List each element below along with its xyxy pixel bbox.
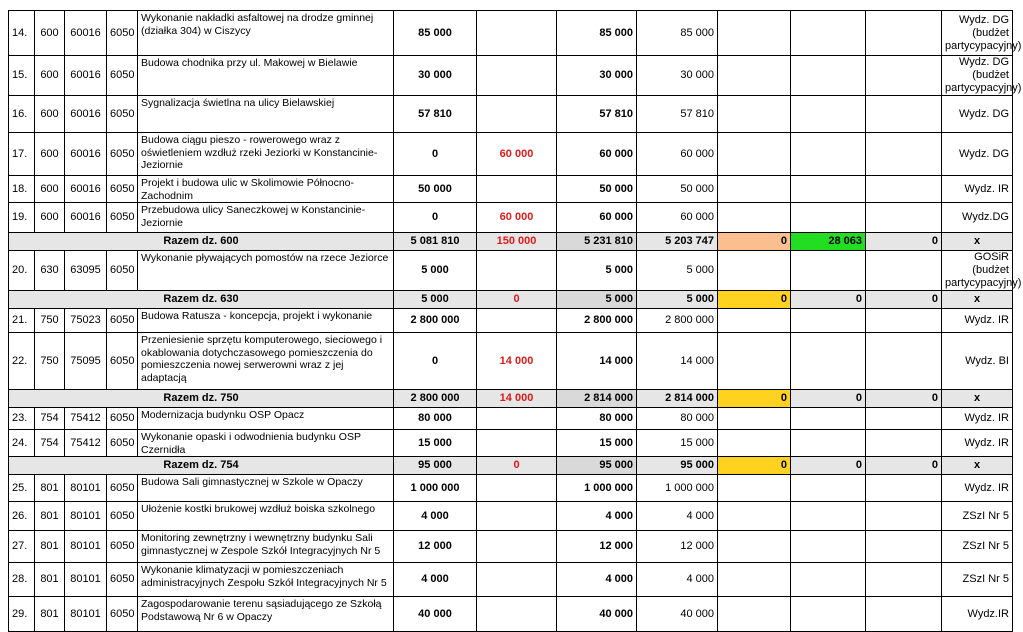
section-cell: 754 [35, 408, 65, 430]
funds-amount-cell: 80 000 [637, 408, 718, 430]
row-number-cell: 20. [9, 251, 35, 291]
paragraph-cell: 6050 [107, 502, 138, 531]
row-number-cell: 16. [9, 96, 35, 133]
column-f-cell [791, 176, 866, 203]
chapter-cell: 60016 [65, 176, 107, 203]
section-cell: 750 [35, 309, 65, 333]
column-f-cell [791, 96, 866, 133]
column-e-cell [718, 408, 791, 430]
section-cell: 600 [35, 203, 65, 233]
section-cell: 600 [35, 11, 65, 56]
total-column-e-cell: 0 [718, 457, 791, 475]
table-row [9, 56, 1013, 96]
task-description-cell: Sygnalizacja świetlna na ulicy Bielawskiej [138, 96, 394, 133]
change-amount-cell: 60 000 [477, 203, 557, 233]
responsible-unit-cell: Wydz. BI [942, 333, 1013, 390]
responsible-unit-cell: Wydz.IR [942, 597, 1013, 632]
total-column-g-cell: 0 [866, 233, 942, 251]
total-after-change-cell: 5 000 [557, 291, 637, 309]
funds-amount-cell: 5 000 [637, 251, 718, 291]
total-column-g-cell: 0 [866, 457, 942, 475]
after-change-amount-cell: 57 810 [557, 96, 637, 133]
total-unit-cell: x [942, 233, 1013, 251]
plan-amount-cell: 30 000 [394, 56, 477, 96]
column-e-cell [718, 430, 791, 457]
responsible-unit-cell: Wydz. DG (budżet partycypacyjny) [942, 11, 1013, 56]
paragraph-cell: 6050 [107, 475, 138, 502]
change-amount-cell: 60 000 [477, 133, 557, 176]
task-description-cell: Przebudowa ulicy Saneczkowej w Konstancinie-Jeziornie [138, 203, 394, 233]
after-change-amount-cell: 2 800 000 [557, 309, 637, 333]
total-change-amount-cell: 0 [477, 291, 557, 309]
section-total-label: Razem dz. 754 [9, 457, 394, 475]
column-g-cell [866, 333, 942, 390]
chapter-cell: 75095 [65, 333, 107, 390]
responsible-unit-cell: Wydz. IR [942, 430, 1013, 457]
total-plan-amount-cell: 2 800 000 [394, 390, 477, 408]
row-number-cell: 23. [9, 408, 35, 430]
column-g-cell [866, 309, 942, 333]
funds-amount-cell: 2 800 000 [637, 309, 718, 333]
column-f-cell [791, 133, 866, 176]
total-column-f-cell: 0 [791, 291, 866, 309]
paragraph-cell: 6050 [107, 11, 138, 56]
change-amount-cell [477, 597, 557, 632]
table-row [9, 203, 1013, 233]
column-g-cell [866, 11, 942, 56]
column-g-cell [866, 408, 942, 430]
paragraph-cell: 6050 [107, 251, 138, 291]
row-number-cell: 28. [9, 563, 35, 597]
column-g-cell [866, 502, 942, 531]
task-description-cell: Wykonanie nakładki asfaltowej na drodze gminnej (działka 304) w Ciszycy [138, 11, 394, 56]
plan-amount-cell: 12 000 [394, 531, 477, 563]
responsible-unit-cell: Wydz. IR [942, 475, 1013, 502]
row-number-cell: 19. [9, 203, 35, 233]
total-after-change-cell: 5 231 810 [557, 233, 637, 251]
task-description-cell: Budowa Ratusza - koncepcja, projekt i wykonanie [138, 309, 394, 333]
column-e-cell [718, 563, 791, 597]
after-change-amount-cell: 1 000 000 [557, 475, 637, 502]
section-cell: 801 [35, 475, 65, 502]
task-description-cell: Budowa chodnika przy ul. Makowej w Bielawie [138, 56, 394, 96]
change-amount-cell [477, 11, 557, 56]
section-cell: 600 [35, 133, 65, 176]
funds-amount-cell: 12 000 [637, 531, 718, 563]
total-unit-cell: x [942, 291, 1013, 309]
total-unit-cell: x [942, 390, 1013, 408]
section-cell: 600 [35, 56, 65, 96]
column-e-cell [718, 475, 791, 502]
column-e-cell [718, 333, 791, 390]
table-body [9, 11, 1022, 632]
paragraph-cell: 6050 [107, 430, 138, 457]
after-change-amount-cell: 15 000 [557, 430, 637, 457]
column-g-cell [866, 475, 942, 502]
total-column-f-cell: 0 [791, 457, 866, 475]
section-total-row [9, 457, 1013, 475]
responsible-unit-cell: Wydz. IR [942, 408, 1013, 430]
column-e-cell [718, 56, 791, 96]
funds-amount-cell: 57 810 [637, 96, 718, 133]
paragraph-cell: 6050 [107, 176, 138, 203]
funds-amount-cell: 50 000 [637, 176, 718, 203]
row-number-cell: 18. [9, 176, 35, 203]
column-e-cell [718, 502, 791, 531]
task-description-cell: Modernizacja budynku OSP Opacz [138, 408, 394, 430]
after-change-amount-cell: 30 000 [557, 56, 637, 96]
paragraph-cell: 6050 [107, 333, 138, 390]
section-total-row [9, 390, 1013, 408]
change-amount-cell [477, 430, 557, 457]
section-total-label: Razem dz. 600 [9, 233, 394, 251]
funds-amount-cell: 14 000 [637, 333, 718, 390]
column-f-cell [791, 597, 866, 632]
column-e-cell [718, 11, 791, 56]
plan-amount-cell: 40 000 [394, 597, 477, 632]
plan-amount-cell: 0 [394, 333, 477, 390]
plan-amount-cell: 0 [394, 133, 477, 176]
responsible-unit-cell: ZSzI Nr 5 [942, 502, 1013, 531]
funds-amount-cell: 4 000 [637, 502, 718, 531]
task-description-cell: Wykonanie opaski i odwodnienia budynku OSP Czernidła [138, 430, 394, 457]
after-change-amount-cell: 4 000 [557, 502, 637, 531]
column-e-cell [718, 203, 791, 233]
change-amount-cell [477, 475, 557, 502]
plan-amount-cell: 4 000 [394, 563, 477, 597]
change-amount-cell [477, 408, 557, 430]
column-f-cell [791, 56, 866, 96]
column-e-cell [718, 251, 791, 291]
row-number-cell: 26. [9, 502, 35, 531]
after-change-amount-cell: 60 000 [557, 133, 637, 176]
column-g-cell [866, 176, 942, 203]
after-change-amount-cell: 4 000 [557, 563, 637, 597]
column-g-cell [866, 531, 942, 563]
funds-amount-cell: 4 000 [637, 563, 718, 597]
chapter-cell: 60016 [65, 133, 107, 176]
total-after-change-cell: 95 000 [557, 457, 637, 475]
change-amount-cell [477, 251, 557, 291]
paragraph-cell: 6050 [107, 309, 138, 333]
table-row [9, 430, 1013, 457]
total-funds-cell: 5 000 [637, 291, 718, 309]
total-funds-cell: 95 000 [637, 457, 718, 475]
total-plan-amount-cell: 5 081 810 [394, 233, 477, 251]
column-f-cell [791, 430, 866, 457]
plan-amount-cell: 4 000 [394, 502, 477, 531]
responsible-unit-cell: Wydz. IR [942, 309, 1013, 333]
table-row [9, 531, 1013, 563]
row-number-cell: 17. [9, 133, 35, 176]
task-description-cell: Wykonanie klimatyzacji w pomieszczeniach administracyjnych Zespołu Szkół Integracyjnych Nr 5 [138, 563, 394, 597]
investment-table [8, 10, 1022, 632]
section-cell: 801 [35, 563, 65, 597]
column-e-cell [718, 309, 791, 333]
funds-amount-cell: 30 000 [637, 56, 718, 96]
plan-amount-cell: 57 810 [394, 96, 477, 133]
section-total-label: Razem dz. 630 [9, 291, 394, 309]
column-f-cell [791, 475, 866, 502]
chapter-cell: 75023 [65, 309, 107, 333]
total-plan-amount-cell: 95 000 [394, 457, 477, 475]
row-number-cell: 15. [9, 56, 35, 96]
paragraph-cell: 6050 [107, 203, 138, 233]
after-change-amount-cell: 60 000 [557, 203, 637, 233]
column-g-cell [866, 251, 942, 291]
total-column-g-cell: 0 [866, 390, 942, 408]
responsible-unit-cell: Wydz. DG [942, 133, 1013, 176]
column-f-cell [791, 11, 866, 56]
change-amount-cell [477, 502, 557, 531]
row-number-cell: 14. [9, 11, 35, 56]
after-change-amount-cell: 85 000 [557, 11, 637, 56]
section-total-row [9, 233, 1013, 251]
table-row [9, 133, 1013, 176]
task-description-cell: Budowa Sali gimnastycznej w Szkole w Opaczy [138, 475, 394, 502]
column-f-cell [791, 408, 866, 430]
paragraph-cell: 6050 [107, 133, 138, 176]
column-g-cell [866, 203, 942, 233]
responsible-unit-cell: GOSiR (budżet partycypacyjny) [942, 251, 1013, 291]
funds-amount-cell: 85 000 [637, 11, 718, 56]
task-description-cell: Monitoring zewnętrzny i wewnętrzny budynku Sali gimnastycznej w Zespole Szkół Integracyjnych Nr 5 [138, 531, 394, 563]
after-change-amount-cell: 80 000 [557, 408, 637, 430]
paragraph-cell: 6050 [107, 408, 138, 430]
responsible-unit-cell: Wydz. IR [942, 176, 1013, 203]
plan-amount-cell: 15 000 [394, 430, 477, 457]
table-row [9, 502, 1013, 531]
column-f-cell [791, 251, 866, 291]
section-total-row [9, 291, 1013, 309]
column-e-cell [718, 176, 791, 203]
column-e-cell [718, 597, 791, 632]
section-cell: 630 [35, 251, 65, 291]
chapter-cell: 75412 [65, 430, 107, 457]
task-description-cell: Zagospodarowanie terenu sąsiadującego ze Szkołą Podstawową Nr 6 w Opaczy [138, 597, 394, 632]
plan-amount-cell: 85 000 [394, 11, 477, 56]
chapter-cell: 80101 [65, 475, 107, 502]
chapter-cell: 80101 [65, 563, 107, 597]
total-column-e-cell: 0 [718, 291, 791, 309]
change-amount-cell [477, 563, 557, 597]
column-f-cell [791, 502, 866, 531]
total-funds-cell: 2 814 000 [637, 390, 718, 408]
change-amount-cell: 14 000 [477, 333, 557, 390]
section-cell: 600 [35, 176, 65, 203]
paragraph-cell: 6050 [107, 96, 138, 133]
column-g-cell [866, 430, 942, 457]
column-g-cell [866, 563, 942, 597]
table-row [9, 11, 1013, 56]
after-change-amount-cell: 12 000 [557, 531, 637, 563]
task-description-cell: Wykonanie pływających pomostów na rzece Jeziorce [138, 251, 394, 291]
column-f-cell [791, 309, 866, 333]
total-after-change-cell: 2 814 000 [557, 390, 637, 408]
column-g-cell [866, 597, 942, 632]
plan-amount-cell: 2 800 000 [394, 309, 477, 333]
chapter-cell: 80101 [65, 597, 107, 632]
row-number-cell: 22. [9, 333, 35, 390]
total-column-e-cell: 0 [718, 390, 791, 408]
funds-amount-cell: 60 000 [637, 203, 718, 233]
chapter-cell: 80101 [65, 531, 107, 563]
task-description-cell: Projekt i budowa ulic w Skolimowie Północno-Zachodnim [138, 176, 394, 203]
table-row [9, 251, 1013, 291]
row-number-cell: 27. [9, 531, 35, 563]
task-description-cell: Budowa ciągu pieszo - rowerowego wraz z oświetleniem wzdłuż rzeki Jeziorki w Konstancinie-Jeziornie [138, 133, 394, 176]
row-number-cell: 24. [9, 430, 35, 457]
column-e-cell [718, 531, 791, 563]
table-row [9, 563, 1013, 597]
table-row [9, 176, 1013, 203]
responsible-unit-cell: ZSzI Nr 5 [942, 531, 1013, 563]
task-description-cell: Przeniesienie sprzętu komputerowego, sieciowego i okablowania dotychczasowego pomieszczenia do pomieszczenia nowej serwerowni wraz z jej adaptacją [138, 333, 394, 390]
total-change-amount-cell: 14 000 [477, 390, 557, 408]
plan-amount-cell: 5 000 [394, 251, 477, 291]
after-change-amount-cell: 5 000 [557, 251, 637, 291]
funds-amount-cell: 40 000 [637, 597, 718, 632]
section-cell: 801 [35, 597, 65, 632]
after-change-amount-cell: 14 000 [557, 333, 637, 390]
responsible-unit-cell: ZSzI Nr 5 [942, 563, 1013, 597]
column-f-cell [791, 563, 866, 597]
chapter-cell: 60016 [65, 203, 107, 233]
column-g-cell [866, 56, 942, 96]
total-column-f-cell: 28 063 [791, 233, 866, 251]
section-cell: 600 [35, 96, 65, 133]
chapter-cell: 60016 [65, 56, 107, 96]
column-f-cell [791, 531, 866, 563]
responsible-unit-cell: Wydz.DG [942, 203, 1013, 233]
chapter-cell: 60016 [65, 96, 107, 133]
section-total-label: Razem dz. 750 [9, 390, 394, 408]
change-amount-cell [477, 531, 557, 563]
chapter-cell: 80101 [65, 502, 107, 531]
total-funds-cell: 5 203 747 [637, 233, 718, 251]
total-change-amount-cell: 150 000 [477, 233, 557, 251]
table-row [9, 333, 1013, 390]
section-cell: 754 [35, 430, 65, 457]
table-row [9, 309, 1013, 333]
section-cell: 801 [35, 502, 65, 531]
funds-amount-cell: 60 000 [637, 133, 718, 176]
table-row [9, 408, 1013, 430]
paragraph-cell: 6050 [107, 563, 138, 597]
change-amount-cell [477, 96, 557, 133]
row-number-cell: 29. [9, 597, 35, 632]
task-description-cell: Ułożenie kostki brukowej wzdłuż boiska szkolnego [138, 502, 394, 531]
total-column-f-cell: 0 [791, 390, 866, 408]
funds-amount-cell: 1 000 000 [637, 475, 718, 502]
funds-amount-cell: 15 000 [637, 430, 718, 457]
total-plan-amount-cell: 5 000 [394, 291, 477, 309]
section-cell: 750 [35, 333, 65, 390]
plan-amount-cell: 80 000 [394, 408, 477, 430]
chapter-cell: 75412 [65, 408, 107, 430]
chapter-cell: 60016 [65, 11, 107, 56]
paragraph-cell: 6050 [107, 56, 138, 96]
column-e-cell [718, 133, 791, 176]
paragraph-cell: 6050 [107, 531, 138, 563]
total-change-amount-cell: 0 [477, 457, 557, 475]
total-column-e-cell: 0 [718, 233, 791, 251]
plan-amount-cell: 50 000 [394, 176, 477, 203]
paragraph-cell: 6050 [107, 597, 138, 632]
change-amount-cell [477, 56, 557, 96]
chapter-cell: 63095 [65, 251, 107, 291]
table-row [9, 96, 1013, 133]
plan-amount-cell: 0 [394, 203, 477, 233]
total-column-g-cell: 0 [866, 291, 942, 309]
column-f-cell [791, 203, 866, 233]
after-change-amount-cell: 50 000 [557, 176, 637, 203]
row-number-cell: 21. [9, 309, 35, 333]
total-unit-cell: x [942, 457, 1013, 475]
row-number-cell: 25. [9, 475, 35, 502]
column-f-cell [791, 333, 866, 390]
change-amount-cell [477, 176, 557, 203]
section-cell: 801 [35, 531, 65, 563]
change-amount-cell [477, 309, 557, 333]
column-g-cell [866, 133, 942, 176]
column-e-cell [718, 96, 791, 133]
plan-amount-cell: 1 000 000 [394, 475, 477, 502]
table-row [9, 597, 1013, 632]
responsible-unit-cell: Wydz. DG (budżet partycypacyjny) [942, 56, 1013, 96]
table-row [9, 475, 1013, 502]
after-change-amount-cell: 40 000 [557, 597, 637, 632]
responsible-unit-cell: Wydz. DG [942, 96, 1013, 133]
column-g-cell [866, 96, 942, 133]
